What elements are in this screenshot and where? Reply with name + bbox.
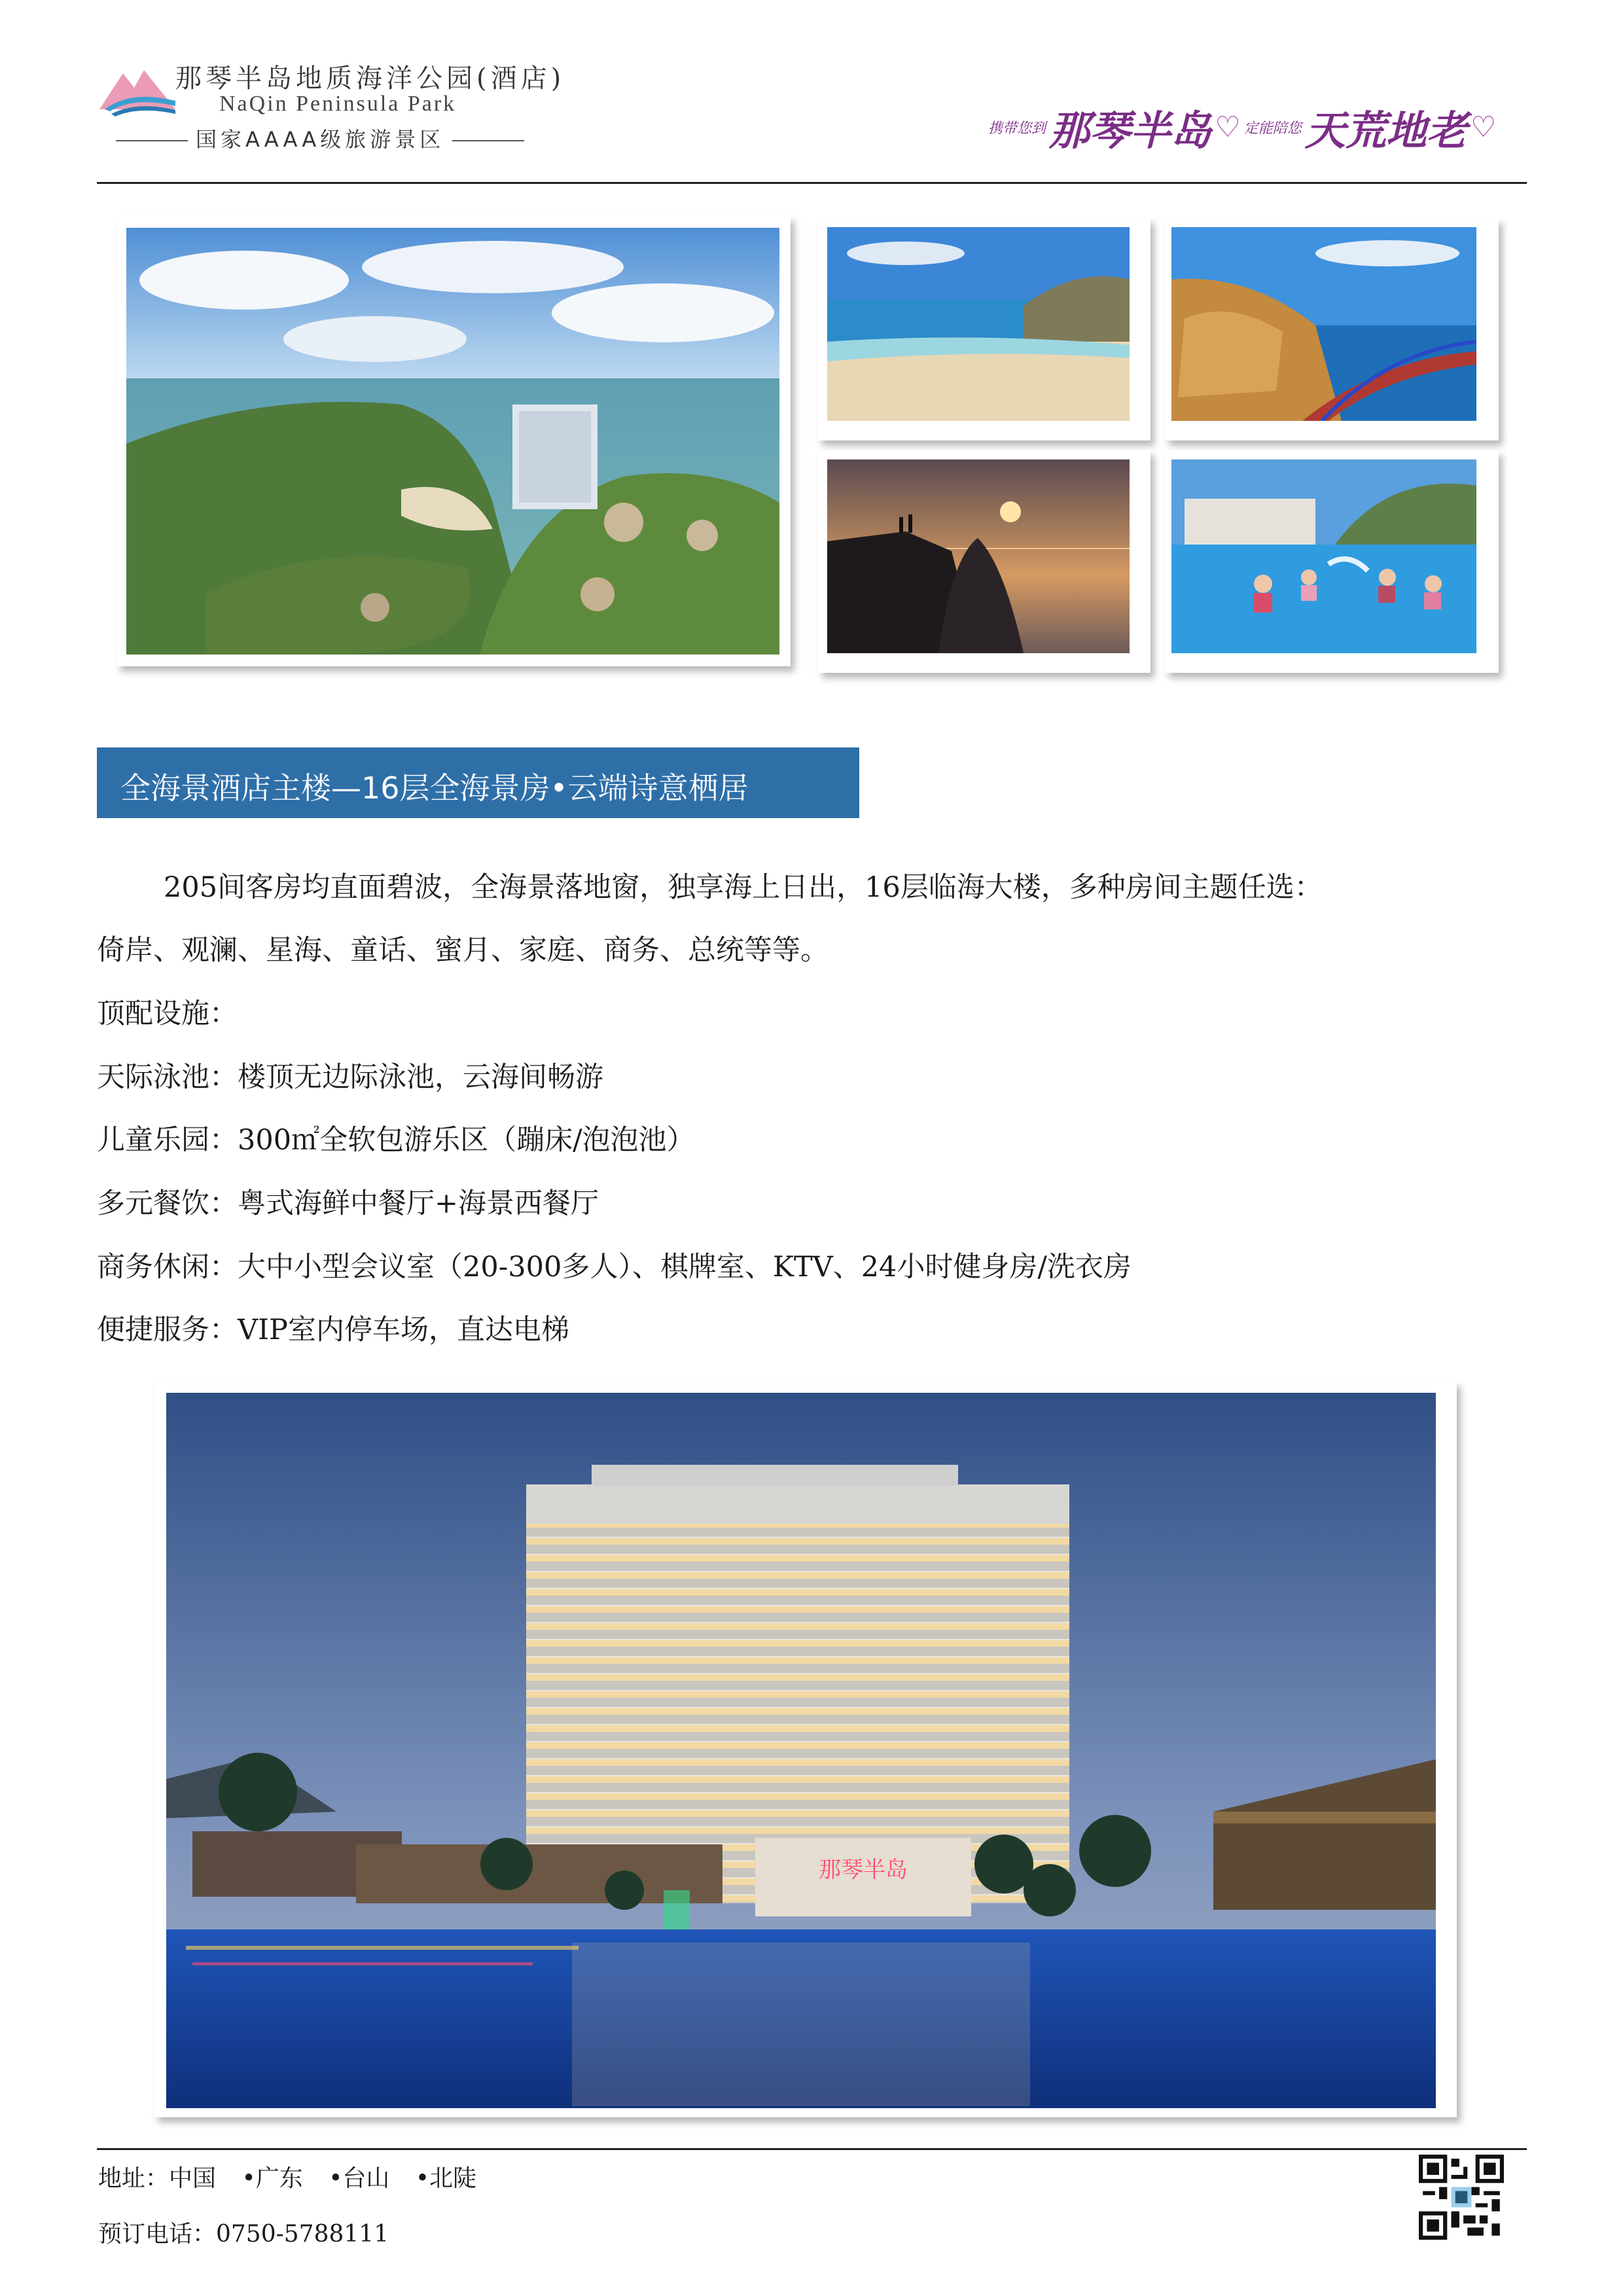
facility-item (97, 1308, 569, 1348)
facility-text: 300㎡全软包游乐区（蹦床/泡泡池） (238, 1124, 695, 1157)
address-part: •台山 (329, 2165, 390, 2192)
address-part: 中国 (169, 2165, 217, 2192)
aerial-view-photo (126, 228, 779, 655)
coastal-walkway-photo (1171, 227, 1476, 421)
photo-frame-pool (1165, 450, 1499, 673)
pool-fun-photo (1171, 459, 1476, 653)
beach-photo (827, 227, 1130, 421)
facility-label: 多元餐饮： (97, 1187, 238, 1220)
facility-item (97, 1181, 599, 1221)
facility-label: 儿童乐园： (97, 1124, 238, 1157)
section-heading-text: 全海景酒店主楼—16层全海景房•云端诗意栖居 (120, 770, 749, 806)
logo-english-name: NaQin Peninsula Park (219, 92, 457, 116)
photo-frame-hotel (154, 1381, 1457, 2117)
facility-item (97, 1118, 695, 1158)
qr-code-icon (1419, 2155, 1504, 2240)
facility-item (97, 1245, 1132, 1285)
footer-divider (97, 2148, 1527, 2150)
facilities-title: 顶配设施： (97, 997, 238, 1030)
facility-label: 便捷服务： (97, 1314, 238, 1346)
address-line (98, 2160, 476, 2193)
facility-item (97, 1055, 603, 1095)
photo-frame-aerial (116, 216, 791, 666)
facility-text: 大中小型会议室（20-300多人）、棋牌室、KTV、24小时健身房/洗衣房 (238, 1251, 1132, 1283)
logo-chinese-name: 那琴半岛地质海洋公园(酒店) (175, 63, 565, 94)
section-heading (97, 747, 859, 818)
logo-rank-text: 国家AAAA级旅游景区 (196, 127, 445, 152)
heart-icon: ♡ (1215, 111, 1241, 144)
logo-rank-line (108, 123, 532, 153)
sunset-photo (827, 459, 1130, 653)
facility-label: 商务休闲： (97, 1251, 238, 1283)
slogan-big-1: 那琴半岛 (1049, 107, 1212, 154)
park-logo-icon (98, 60, 177, 119)
slogan-small-1: 携带您到 (988, 120, 1046, 137)
intro-line-2: 倚岸、观澜、星海、童话、蜜月、家庭、商务、总统等等。 (97, 934, 829, 967)
hotel-sign: 那琴半岛 (819, 1857, 908, 1883)
photo-frame-beach (818, 218, 1150, 440)
slogan-small-2: 定能陪您 (1243, 120, 1302, 137)
heart-icon-2: ♡ (1470, 111, 1497, 144)
facility-text: 粤式海鲜中餐厅+海景西餐厅 (238, 1187, 599, 1220)
booking-phone: 预订电话：0750-5788111 (98, 2221, 389, 2248)
facility-text: VIP室内停车场，直达电梯 (238, 1314, 569, 1346)
photo-frame-coast (1165, 218, 1499, 440)
header-divider (97, 182, 1527, 184)
slogan (988, 98, 1496, 156)
intro-line-1: 205间客房均直面碧波，全海景落地窗，独享海上日出，16层临海大楼，多种房间主题任选： (164, 871, 1323, 904)
hotel-night-photo (166, 1393, 1436, 2108)
address-part: •广东 (241, 2165, 303, 2192)
address-part: •北陡 (415, 2165, 477, 2192)
photo-frame-sunset (818, 450, 1150, 673)
facility-label: 天际泳池： (97, 1061, 238, 1094)
slogan-big-2: 天荒地老 (1304, 107, 1467, 154)
facility-text: 楼顶无边际泳池，云海间畅游 (238, 1061, 603, 1094)
address-label: 地址： (98, 2165, 169, 2192)
